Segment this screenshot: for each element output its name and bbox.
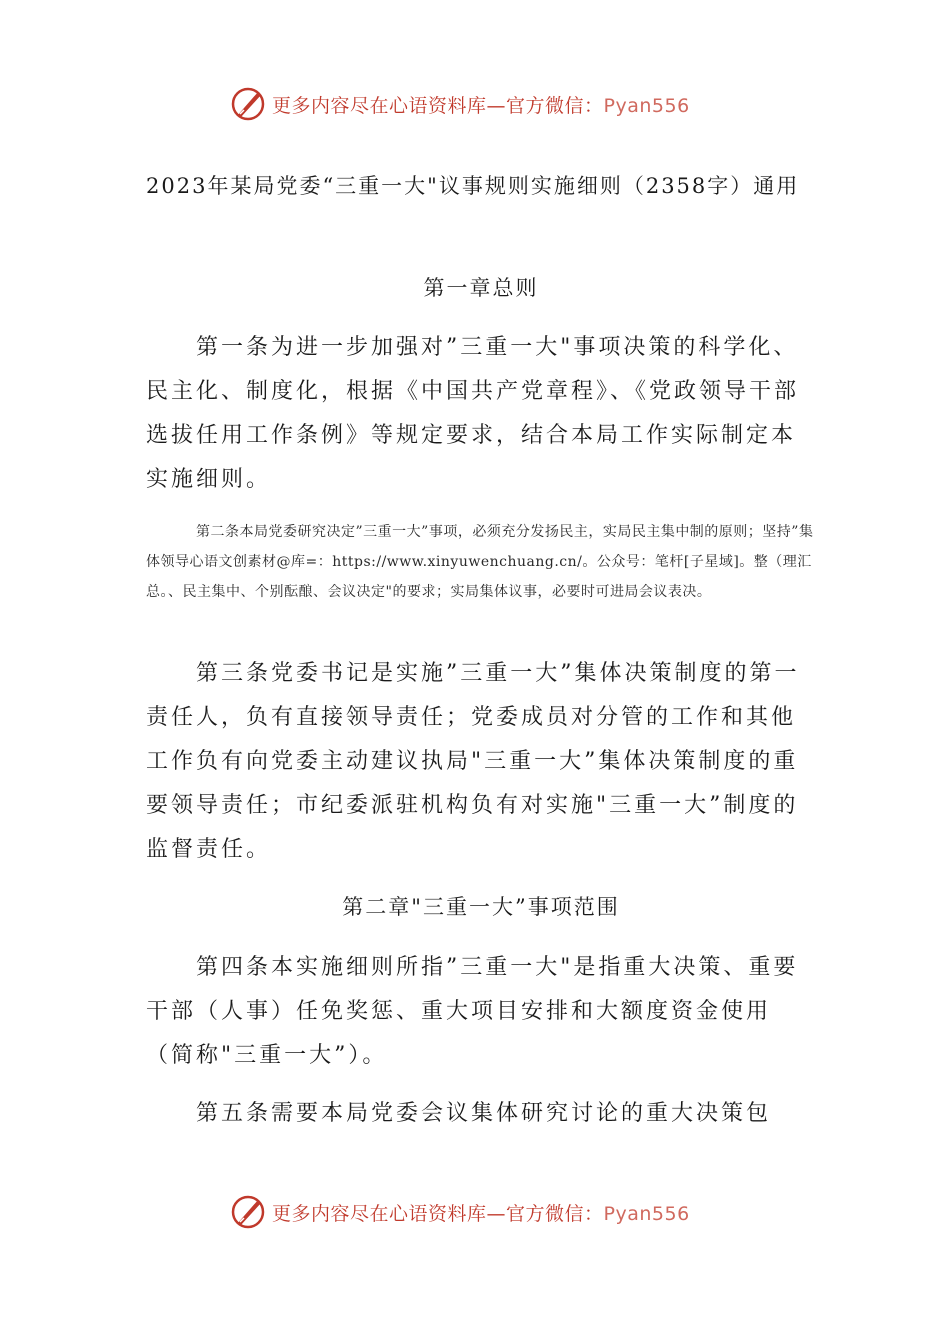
watermark-text: 更多内容尽在心语资料库—官方微信：Pyan556 (272, 94, 690, 117)
quill-logo-icon (228, 1192, 268, 1232)
article-5: 第五条需要本局党委会议集体研究讨论的重大决策包 (196, 1101, 772, 1126)
article-3: 第三条党委书记是实施”三重一大”集体决策制度的第一责任人，负有直接领导责任；党委成员对分管的工作和其他工作负有向党委主动建议执局"三重一大”集体决策制度的重要领导责任；市纪委派驻机构负有对实施"三重一大”制度的监督责任。 (146, 661, 800, 862)
watermark-text: 更多内容尽在心语资料库—官方微信：Pyan556 (272, 1202, 690, 1225)
article-1: 第一条为进一步加强对”三重一大"事项决策的科学化、民主化、制度化，根据《中国共产党章程》、《党政领导干部选拔任用工作条例》等规定要求，结合本局工作实际制定本实施细则。 (146, 335, 800, 492)
article-2: 第二条本局党委研究决定”三重一大”事项，必须充分发扬民主，实局民主集中制的原则；坚持”集体领导心语文创素材@库=：https://www.xinyuwenchuang.cn/。公众号：笔杆[子星域]。整（理汇总。、民主集中、个别酝酿、会议决定"的要求；实局集体议事，必要时可进局会议表决。 (146, 524, 814, 600)
chapter-heading-1: 第一章总则 (423, 276, 539, 300)
quill-logo-icon (228, 84, 268, 124)
watermark-banner-top (228, 82, 690, 126)
wechat-id: Pyan556 (603, 94, 690, 117)
watermark-banner-bottom (228, 1190, 690, 1234)
chapter-heading-2: 第二章"三重一大”事项范围 (342, 895, 620, 919)
wechat-id: Pyan556 (603, 1202, 690, 1225)
document-title: 2023年某局党委“三重一大"议事规则实施细则（2358字）通用 (146, 174, 800, 198)
article-4: 第四条本实施细则所指”三重一大"是指重大决策、重要干部（人事）任免奖惩、重大项目安排和大额度资金使用（简称"三重一大”）。 (146, 955, 799, 1068)
